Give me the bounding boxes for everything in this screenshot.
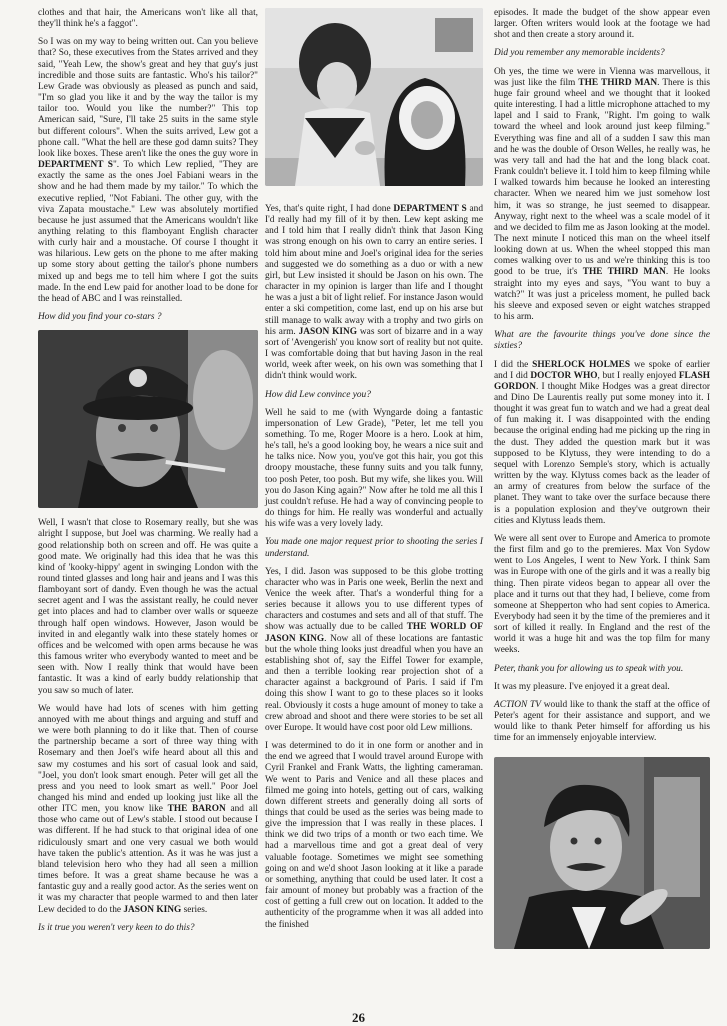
photo-nuns-scene — [265, 8, 483, 186]
paragraph: I did the SHERLOCK HOLMES we spoke of earlier and I did DOCTOR WHO, but I really enjoyed FLASH GORDON. I thought Mike Hodges was a great director and Dino De Laurentis really put some money into it. I thought it was great fun to watch and we had a great deal of fun making it. I was disappointed with the ending because the original ending had me picking up the ring in the dust. They added the question mark but it was supposed to be Klytuss, they were intending to do a sequel with Lorenzo Semple's story, which is actually written by the way. Klytuss comes back as the leader of an army of creatures from below the surface of the planet. They want to take over the surface because there is a population explosion and they've outgrown their cities and Klytuss leads them. — [494, 359, 710, 526]
paragraph: clothes and that hair, the Americans won't like all that, they'll think he's a faggot". — [38, 8, 258, 30]
paragraph: Well he said to me (with Wyngarde doing a fantastic impersonation of Lew Grade), "Peter, let me tell you something. To me, Roger Moore is a hero. Look at him, he's tall, he's a good looking boy, he wears a nice suit and he talks nice. Now you, you've got this hair, you got this droopy moustache, these funny suits and you talk funny, too posh Peter, too posh. But my wife, she likes you. Will you do Jason King again?" Now after he told me all this I just couldn't refuse. He had a way of convincing people to do things for him. He really was wonderful and actually his wife was a very lovely lady. — [265, 407, 483, 530]
interview-question: You made one major request prior to shooting the series I understand. — [265, 537, 483, 559]
paragraph: We would have had lots of scenes with him getting annoyed with me about things and arguing and stuff and we were both planning to do it like that. Then of course the partnership became a sort of three way thing with Rosemary and then Joel's wife heard about all this and saw my costumes and his sort of casual look and said, "Joel, you don't look smart enough. Peter will get all the press and you need to look smart as well." Poor Joel changed his mind and ended up looking just like all the other ITC men, you know like THE BARON and all those who came out of Lew's stable. I stood out because I was different. If he had stuck to that original idea of one ridiculously smart and one very casual we both would have taken the public's attention. As it was he was just a bland television hero who they had all seen a million times before. It was a great shame because he was a fantastic guy and a really good actor. As the series went on it was my character that people warmed to and then later Lew decided to do the JASON KING series. — [38, 703, 258, 915]
paragraph: episodes. It made the budget of the show appear even larger. Often writers would look at the footage we had shot and then create a story around it. — [494, 8, 710, 41]
paragraph: ACTION TV would like to thank the staff at the office of Peter's agent for their assistance and support, and we would like to thank Peter himself for affording us his time for an immensely enjoyable interview. — [494, 699, 711, 744]
interview-question: Did you remember any memorable incidents? — [494, 48, 665, 59]
interview-question: Is it true you weren't very keen to do this? — [38, 922, 195, 933]
paragraph: Oh yes, the time we were in Vienna was marvellous, it was just like the film THE THIRD MAN. There is this huge fair ground wheel and we thought that it looked quite interesting. I had a little microphone attached to my lapel and I said to Frank, "Right. I'm going to walk toward the wheel and look around just keep filming." Everything was fine and all of a sudden I saw this man and he was the double of Orson Welles, he really was, he was very tall and had the hat and the long black coat. Frank couldn't believe it. I told him to keep filming while I walked towards him because he looked an interesting character. When we neared him we just somehow lost him, it was so strange, he just seemed to disappear. Anyway, right next to the wheel was a scale model of it and we decided to film me as Jason looking at the model. The next minute I noticed this man on the wheel itself looking down at us. When the wheel stopped this man comes walking over to us and we're thinking this is too good to be true, it's THE THIRD MAN. He looks straight into my eyes and says, "You want to buy a watch?" It was just a priceless moment, he pulled back his sleeve and exposed seven or eight watches strapped to his arm. — [494, 66, 710, 323]
page-number: 26 — [352, 1010, 365, 1025]
paragraph: Yes, I did. Jason was supposed to be this globe trotting character who was in Paris one week, Berlin the next and Venice the week after. That's a wonderful thing for a series because it allows you to use different types of characters and costumes and sets and all of that stuff. The show was actually due to be called THE WORLD OF JASON KING. Now all of these locations are fantastic but the whole thing looks just dreadful when you have an establishing shot of, say the Eiffel Tower for example, and then a terrible looking rear projection shot of a character against a background of Paris. I said if I'm doing this show I want to go to these places so it looks real. Obviously it costs a huge amount of money to take a crew abroad and shoot and there were stories to be set all over Europe. It would have cost poor old Lew millions. — [265, 566, 483, 733]
paragraph: It was my pleasure. I've enjoyed it a great deal. — [494, 681, 670, 692]
paragraph: So I was on my way to being written out. Can you believe that? So, these executives from the States arrived and they said, "Yeah Lew, the show's great and hey that guy's just incredible and those suits are fantastic. Who's his tailor?" Lew Grade was obviously as pleased as punch and said, "I'm so glad you like it and by the way the tailor is my tailor too. Would you like the number?" This top American said, "Sure, I'll take 25 suits in the same style but different colours". When the suits arrived, Lew got a phone call. "What the hell are these god damn suits? They look like boxes. These aren't like the ones the guy wore in DEPARTMENT S". To which Lew replied, "They are exactly the same as the ones Joel Fabiani wears in the show and he had them made by my tailor." To which the executive replied, "Not Fabiani. The other guy, with the viva Zapata moustache." Lew was absolutely mortified because he just assumed that the Americans wouldn't like anything relating to this flamboyant English character with curly hair and a moustache. Of course I thought it was hilarious. Lew gets on the phone to me after making up some story about getting the tailor's phone numbers mixed up and begs me to tell him where I got the suits made. In the end Lew paid for another load to be done for the head of ABC and I was reinstalled. — [38, 37, 258, 304]
paragraph: I was determined to do it in one form or another and in the end we agreed that I would travel around Europe with Cyril Frankel and Frank Watts, the lighting cameraman. We went to Paris and Venice and all these places and filmed me going into hotels, getting out of cars, walking down different streets and generally doing all sorts of things that could be used as the series was being made to give the impression that I was really in these places. I think we did two trips of a month or two each time. We had a marvellous time and got a great deal of very valuable footage. Sometimes we might see something going on and we'd shoot Jason looking at it like a parade or something, anything that could be used later. It cost a fair amount of money but probably was a fraction of the cost of getting a full crew out on location. It added to the authenticity of the programme when it was all added into the finished — [265, 741, 483, 930]
paragraph: We were all sent over to Europe and America to promote the first film and go to the premieres. Max Von Sydow went to Los Angeles, I went to New York. I think Sam was in Europe with one of the girls and it was a really big thing. Then pirate videos began to appear all over the place and it turns out that they had, I believe, come from someone at Shepperton who had sent copies to America. Everybody had seen it by the time of the premieres and it sort of killed it really. In England and the rest of the world it was a huge hit and was the top film for many weeks. — [494, 533, 710, 656]
paragraph: Well, I wasn't that close to Rosemary really, but she was alright I suppose, but Joel was charming. We really had a good relationship both on screen and off. He was quite a good mate. We originally had this idea that he was this kind of 'kooky-hippy' agent in swinging London with the round tinted glasses and long hair and jeans and I was this flamboyant sort of dandy. Even though he was the actual secret agent and I was the assistant really, he could never get into places and had to clamber over walls or squeeze through half open windows. However, Jason would be invited in and elegantly walk into these stately homes or offices and be welcomed with open arms because he was this famous writer who everybody wanted to meet and be seen with. Now I really think that would have been fantastic. It was a kind of early buddy relationship that you saw so much of later. — [38, 518, 258, 696]
interview-question: Peter, thank you for allowing us to speak with you. — [494, 663, 684, 674]
paragraph: Yes, that's quite right, I had done DEPARTMENT S and I'd really had my fill of it by then. Lew kept asking me and I told him that I really didn't think that Jason King was strong enough on his own to carry an entire series. I told him about mine and Joel's original idea for the series and suggested we do something as a duo or with a new girl, but Lew insisted it should be Jason on his own. The character in my opinion is larger than life and I thought he was a just a bit of light relief. For instance Jason would enter a ski competition, come last, end up on his arse but still manage to walk away with a trophy and two girls on his arm. JASON KING was sort of bizarre and in a way sort of 'Avengerish' you know sort of reality but not quite. I was comfortable doing that but having Jason in the real world, week after week, on his own was something that I didn't think would work. — [265, 204, 484, 382]
column-middle — [265, 8, 483, 938]
photo-captain-portrait — [38, 330, 258, 508]
column-left — [38, 8, 258, 941]
column-right — [494, 8, 710, 949]
photo-jason-king-portrait — [494, 757, 710, 949]
interview-question: What are the favourite things you've done since the sixties? — [494, 330, 710, 352]
interview-question: How did Lew convince you? — [265, 389, 371, 400]
interview-question: How did you find your co-stars ? — [38, 312, 162, 323]
